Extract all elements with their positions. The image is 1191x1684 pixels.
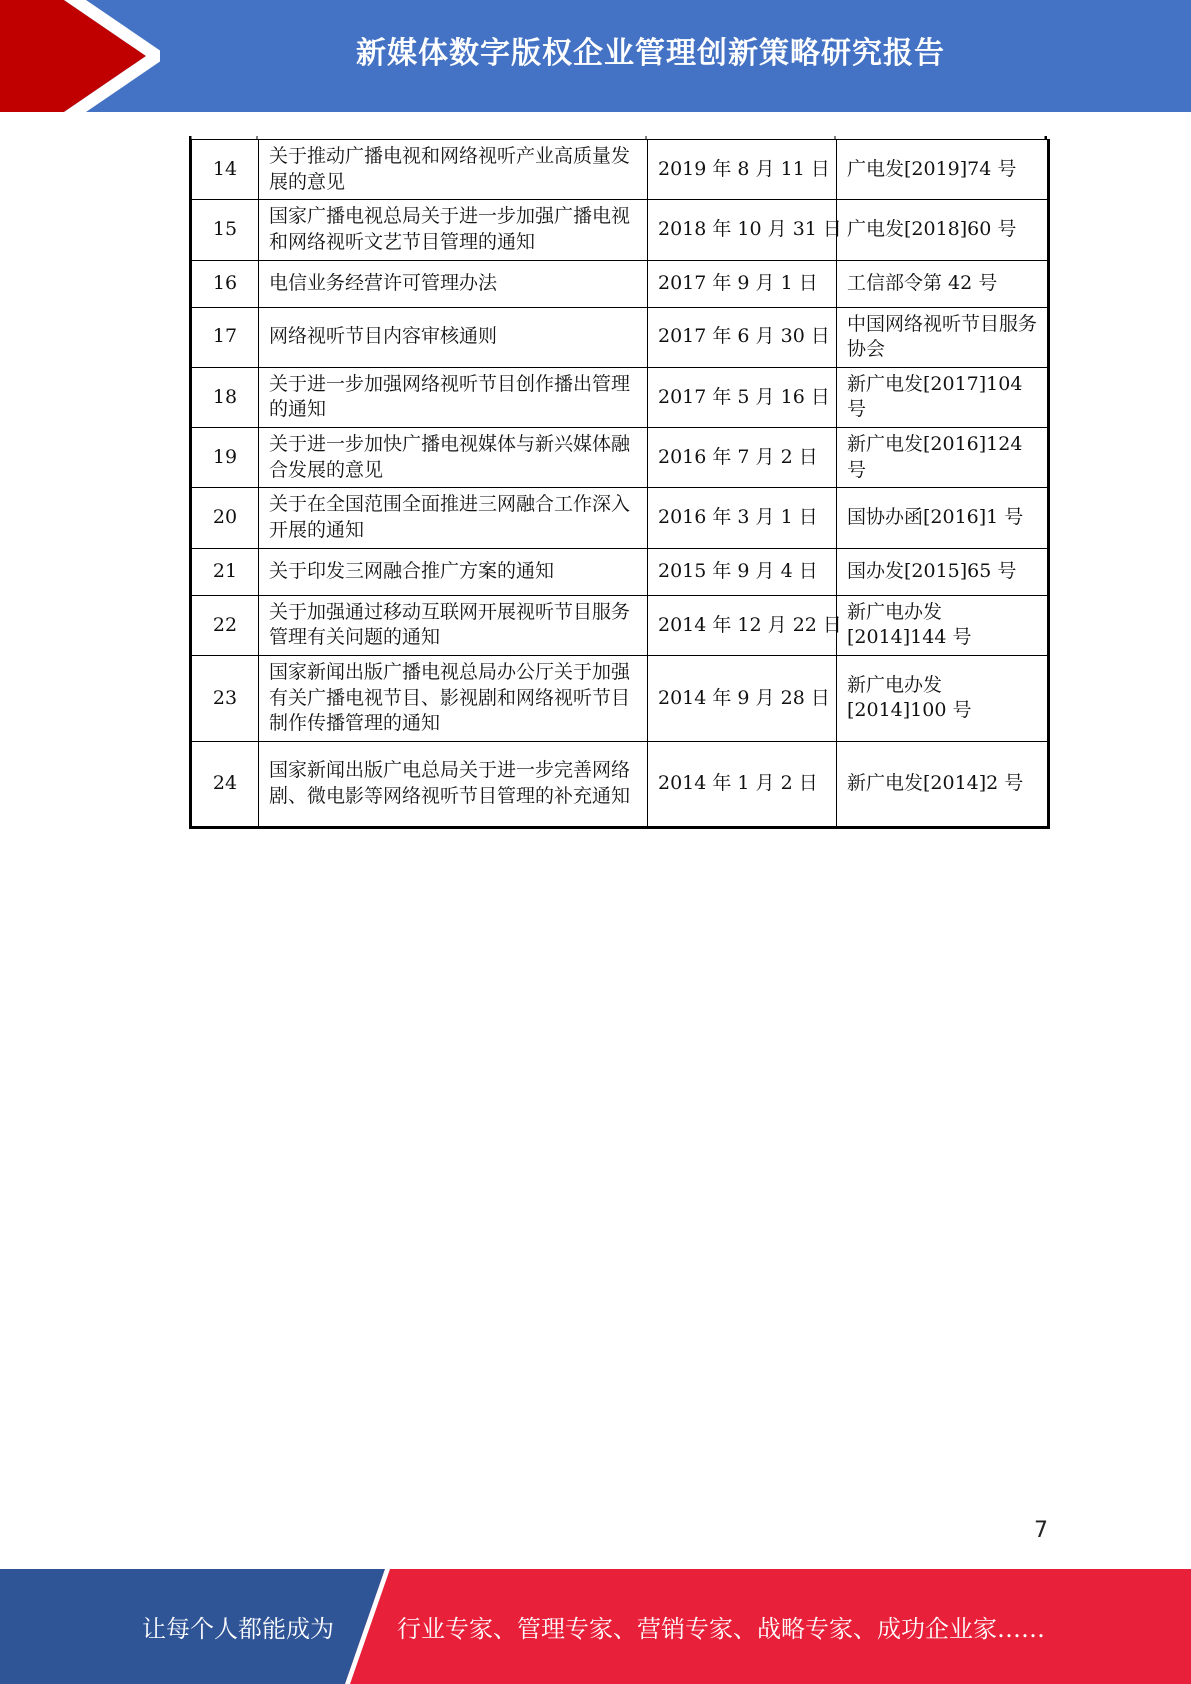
issue-date: 2015 年 9 月 4 日	[648, 548, 837, 595]
page-footer	[0, 1569, 1191, 1684]
document-number: 新广电发[2017]104 号	[837, 367, 1049, 427]
document-number: 中国网络视听节目服务协会	[837, 307, 1049, 367]
row-number: 17	[191, 307, 259, 367]
document-number: 新广电发[2016]124 号	[837, 428, 1049, 488]
issue-date: 2014 年 1 月 2 日	[648, 741, 837, 827]
regulation-title: 关于进一步加快广播电视媒体与新兴媒体融合发展的意见	[259, 428, 648, 488]
table-row	[191, 488, 1049, 548]
row-number: 20	[191, 488, 259, 548]
row-number: 21	[191, 548, 259, 595]
footer-slogan-left: 让每个人都能成为	[142, 1615, 334, 1643]
document-number: 广电发[2018]60 号	[837, 200, 1049, 260]
table-row	[191, 548, 1049, 595]
table-row	[191, 307, 1049, 367]
regulation-title: 关于印发三网融合推广方案的通知	[259, 548, 648, 595]
page-header	[0, 0, 1191, 112]
row-number: 22	[191, 595, 259, 655]
regulation-title: 关于加强通过移动互联网开展视听节目服务管理有关问题的通知	[259, 595, 648, 655]
regulation-title: 关于进一步加强网络视听节目创作播出管理的通知	[259, 367, 648, 427]
table-row	[191, 140, 1049, 200]
row-number: 15	[191, 200, 259, 260]
table-row	[191, 595, 1049, 655]
issue-date: 2019 年 8 月 11 日	[648, 140, 837, 200]
regulation-title: 国家新闻出版广播电视总局办公厅关于加强有关广播电视节目、影视剧和网络视听节目制作传播管理的通知	[259, 655, 648, 741]
document-number: 新广电办发[2014]144 号	[837, 595, 1049, 655]
document-number: 国办发[2015]65 号	[837, 548, 1049, 595]
issue-date: 2014 年 12 月 22 日	[648, 595, 837, 655]
table-row	[191, 200, 1049, 260]
row-number: 23	[191, 655, 259, 741]
document-number: 新广电发[2014]2 号	[837, 741, 1049, 827]
regulation-title: 关于在全国范围全面推进三网融合工作深入开展的通知	[259, 488, 648, 548]
table-row	[191, 367, 1049, 427]
page-number: 7	[1034, 1518, 1048, 1543]
issue-date: 2017 年 9 月 1 日	[648, 260, 837, 307]
issue-date: 2016 年 3 月 1 日	[648, 488, 837, 548]
regulation-title: 关于推动广播电视和网络视听产业高质量发展的意见	[259, 140, 648, 200]
row-number: 24	[191, 741, 259, 827]
row-number: 14	[191, 140, 259, 200]
document-number: 工信部令第 42 号	[837, 260, 1049, 307]
issue-date: 2016 年 7 月 2 日	[648, 428, 837, 488]
regulation-title: 网络视听节目内容审核通则	[259, 307, 648, 367]
footer-slogan-right: 行业专家、管理专家、营销专家、战略专家、成功企业家……	[397, 1615, 1045, 1643]
document-number: 国协办函[2016]1 号	[837, 488, 1049, 548]
issue-date: 2017 年 6 月 30 日	[648, 307, 837, 367]
table-row	[191, 655, 1049, 741]
row-number: 16	[191, 260, 259, 307]
document-number: 广电发[2019]74 号	[837, 140, 1049, 200]
issue-date: 2018 年 10 月 31 日	[648, 200, 837, 260]
header-chevron-icon	[0, 0, 160, 112]
regulation-title: 电信业务经营许可管理办法	[259, 260, 648, 307]
table-row	[191, 741, 1049, 827]
table-row	[191, 428, 1049, 488]
issue-date: 2014 年 9 月 28 日	[648, 655, 837, 741]
table-row	[191, 260, 1049, 307]
row-number: 18	[191, 367, 259, 427]
regulation-table	[189, 139, 1050, 829]
document-title: 新媒体数字版权企业管理创新策略研究报告	[356, 36, 945, 71]
issue-date: 2017 年 5 月 16 日	[648, 367, 837, 427]
regulation-title: 国家新闻出版广电总局关于进一步完善网络剧、微电影等网络视听节目管理的补充通知	[259, 741, 648, 827]
regulation-title: 国家广播电视总局关于进一步加强广播电视和网络视听文艺节目管理的通知	[259, 200, 648, 260]
document-number: 新广电办发[2014]100 号	[837, 655, 1049, 741]
row-number: 19	[191, 428, 259, 488]
